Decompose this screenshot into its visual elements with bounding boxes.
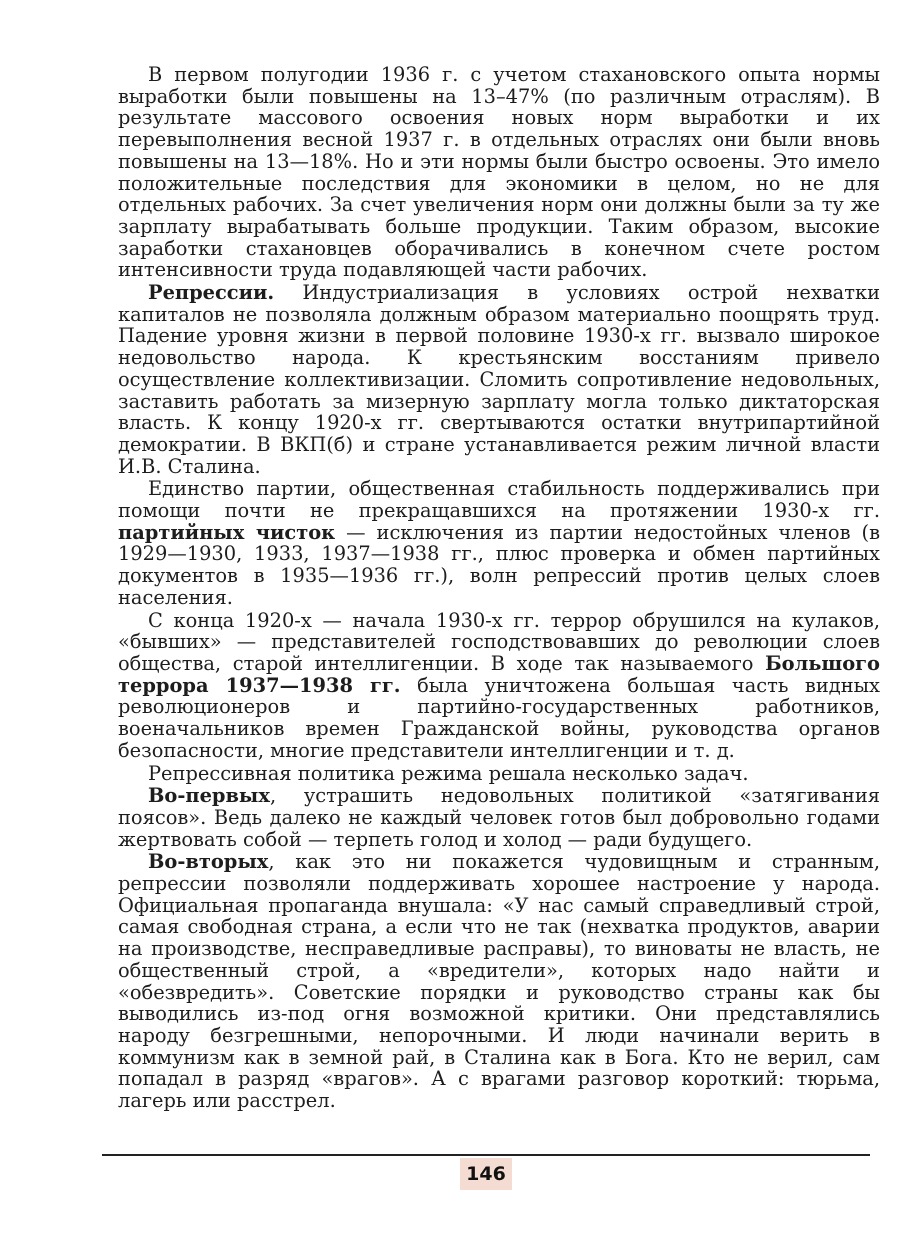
paragraph-firstly: Во-первых, устрашить недовольных политикой «затягивания поясов». Ведь далеко не каждый человек готов был добровольно годами жертвовать собой — терпеть голод и холод — ради будущего. (118, 784, 880, 851)
paragraph-tasks: Репрессивная политика режима решала несколько задач. (148, 761, 749, 785)
term-secondly: Во-вторых (148, 850, 269, 874)
page-number: 146 (460, 1158, 512, 1190)
footer-divider (102, 1154, 870, 1156)
term-great-terror: Большого террора 1937—1938 гг. (118, 651, 880, 697)
paragraph-great-terror: С конца 1920-х — начала 1930-х гг. террор обрушился на кулаков, «бывших» — представителей господствовавших до революции слоев общества, старой интеллигенции. В ходе так называемого Большого террора 1937—1938 гг. была уничтожена большая часть видных революционеров и партийно-государственных работников, военачальников времен Гражданской войны, руководства органов безопасности, многие представители интеллигенции и т. д. (118, 608, 880, 762)
term-firstly: Во-первых (148, 784, 270, 808)
paragraph-stakhanov-norms: В первом полугодии 1936 г. с учетом стахановского опыта нормы выработки были повышены на 13–47% (по различным отраслям). В результате массового освоения новых норм выработки и их перевыполнения весной 1937 г. в отдельных отраслях они были вновь повышены на 13—18%. Но и эти нормы были быстро освоены. Это имело положительные последствия для экономики в целом, но не для отдельных рабочих. За счет увеличения норм они должны были за ту же зарплату вырабатывать больше продукции. Таким образом, высокие заработки стахановцев оборачивались в конечном счете ростом интенсивности труда подавляющей части рабочих. (118, 63, 880, 282)
term-party-purges: партийных чисток (118, 520, 336, 544)
heading-repressions: Репрессии. (148, 281, 275, 305)
body-text (118, 64, 880, 1112)
paragraph-party-purges: Единство партии, общественная стабильность поддерживались при помощи почти не прекращавшихся на протяжении 1930-х гг. партийных чисток — исключения из партии недостойных членов (в 1929—1930, 1933, 1937—1938 гг., плюс проверка и обмен партийных документов в 1935—1936 гг.), волн репрессий против целых слоев населения. (118, 477, 880, 609)
paragraph-repressions: Репрессии. Индустриализация в условиях острой нехватки капиталов не позволяла должным образом материально поощрять труд. Падение уровня жизни в первой половине 1930-х гг. вызвало широкое недовольство народа. К крестьянским восстаниям привело осуществление коллективизации. Сломить сопротивление недовольных, заставить работать за мизерную зарплату могла только диктаторская власть. К концу 1920-х гг. свертываются остатки внутрипартийной демократии. В ВКП(б) и стране устанавливается режим личной власти И.В. Сталина. (118, 281, 880, 478)
paragraph-secondly: Во-вторых, как это ни покажется чудовищным и странным, репрессии позволяли поддерживать хорошее настроение у народа. Официальная пропаганда внушала: «У нас самый справедливый строй, самая свободная страна, а если что не так (нехватка продуктов, аварии на производстве, несправедливые расправы), то виноваты не власть, не общественный строй, а «вредители», которых надо найти и «обезвредить». Советские порядки и руководство страны как бы выводились из-под огня возможной критики. Они представлялись народу безгрешными, непорочными. И люди начинали верить в коммунизм как в земной рай, в Сталина как в Бога. Кто не верил, сам попадал в разряд «врагов». А с врагами разговор короткий: тюрьма, лагерь или расстрел. (118, 850, 880, 1113)
